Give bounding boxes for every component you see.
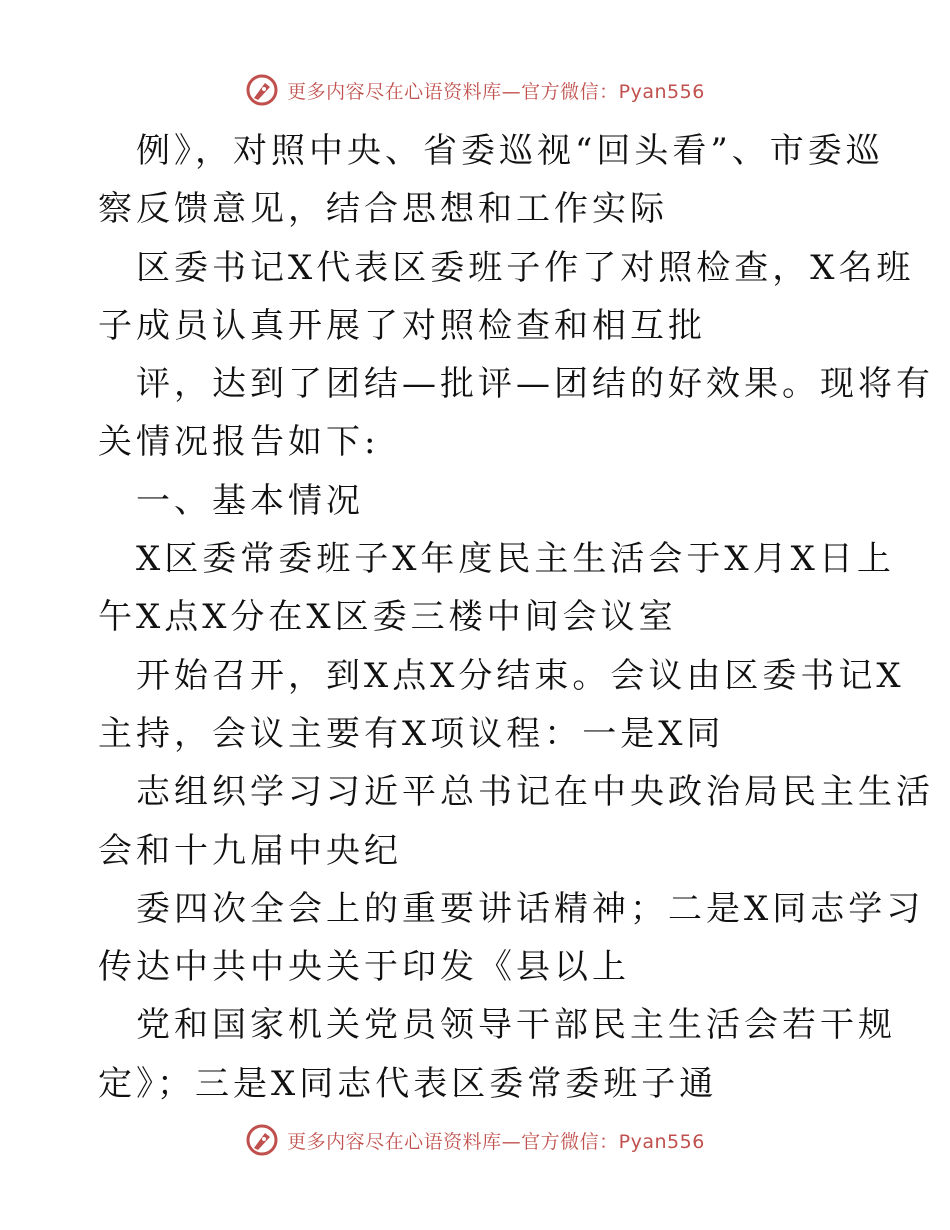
paragraph-line: 传达中共中央关于印发《县以上 — [98, 947, 630, 988]
paragraph-line: 关情况报告如下: — [98, 422, 380, 463]
paragraph-line: 午X点X分在X区委三楼中间会议室 — [98, 597, 677, 638]
paragraph-line: 区委书记X代表区委班子作了对照检查，X名班 — [136, 247, 915, 288]
paragraph-line: 会和十九届中央纪 — [98, 830, 402, 871]
paragraph-line: 子成员认真开展了对照检查和相互批 — [98, 305, 706, 346]
paragraph-line: 一、基本情况 — [136, 480, 364, 521]
paragraph-line: 主持，会议主要有X项议程：一是X同 — [98, 713, 725, 754]
footer-watermark — [0, 1122, 950, 1158]
paragraph-line: 党和国家机关党员领导干部民主生活会若干规 — [136, 1005, 896, 1046]
paragraph-line: 志组织学习习近平总书记在中央政治局民主生活 — [136, 772, 934, 813]
paragraph-line: 开始召开，到X点X分结束。会议由区委书记X — [136, 655, 905, 696]
pen-nib-logo-icon — [245, 73, 279, 107]
paragraph-line: 委四次全会上的重要讲话精神；二是X同志学习 — [136, 888, 925, 929]
paragraph-line: 评，达到了团结—批评—团结的好效果。现将有 — [136, 364, 934, 405]
paragraph-line: X区委常委班子X年度民主生活会于X月X日上 — [136, 539, 895, 580]
watermark-text: 更多内容尽在心语资料库—官方微信：Pyan556 — [287, 80, 705, 103]
watermark-text: 更多内容尽在心语资料库—官方微信：Pyan556 — [287, 1130, 705, 1153]
pen-nib-logo-icon — [245, 1123, 279, 1157]
paragraph-line: 例》，对照中央、省委巡视“回头看”、市委巡 — [136, 131, 884, 171]
document-body — [98, 122, 934, 1113]
paragraph-line: 察反馈意见，结合思想和工作实际 — [98, 189, 668, 230]
paragraph-line: 定》；三是X同志代表区委常委班子通 — [98, 1063, 718, 1104]
header-watermark — [0, 72, 950, 108]
